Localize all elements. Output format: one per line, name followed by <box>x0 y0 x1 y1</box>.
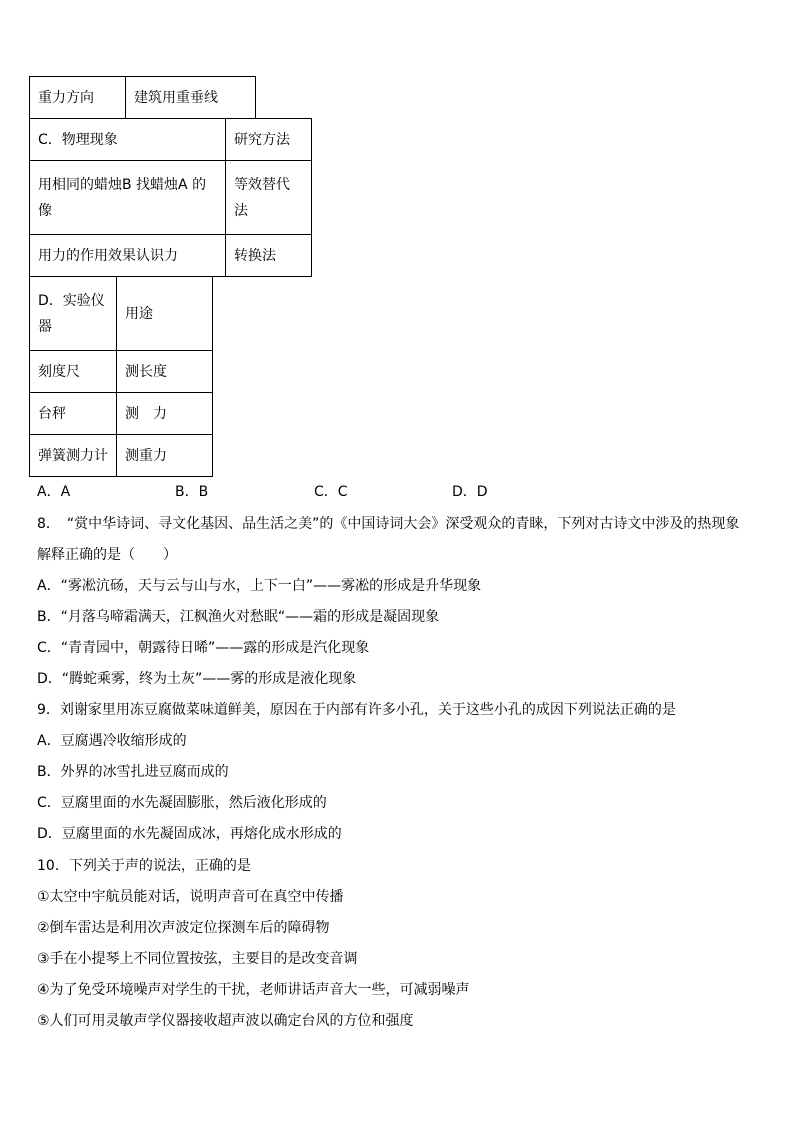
q10-item-2: ②倒车雷达是利用次声波定位探测车后的障碍物 <box>37 920 330 936</box>
q7-option-b: B．B <box>175 484 209 500</box>
table-cell: 刻度尺 <box>30 351 117 393</box>
table-cell: 用力的作用效果认识力 <box>30 235 226 277</box>
table-cell: 测长度 <box>117 351 213 393</box>
table-row <box>30 77 256 119</box>
q10-item-4: ④为了免受环境噪声对学生的干扰，老师讲话声音大一些，可减弱噪声 <box>37 982 470 998</box>
table-header-row <box>30 119 312 161</box>
table-cell: 测重力 <box>117 435 213 477</box>
table-row <box>30 393 213 435</box>
q9-stem: 9．刘谢家里用冻豆腐做菜味道鲜美，原因在于内部有许多小孔，关于这些小孔的成因下列说法正确的是 <box>37 702 676 718</box>
q8-option-b: B．“月落乌啼霜满天，江枫渔火对愁眠“——霜的形成是凝固现象 <box>37 609 440 625</box>
q8-stem-line2: 解释正确的是（ ） <box>37 547 177 563</box>
table-cell: 转换法 <box>226 235 312 277</box>
q7-option-c: C．C <box>314 484 348 500</box>
table-cell: 建筑用重垂线 <box>126 77 256 119</box>
q10-item-1: ①太空中宇航员能对话，说明声音可在真空中传播 <box>37 889 344 905</box>
table-row <box>30 161 312 235</box>
table-cell: 重力方向 <box>30 77 126 119</box>
table-b <box>29 76 256 119</box>
q10-item-5: ⑤人们可用灵敏声学仪器接收超声波以确定台风的方位和强度 <box>37 1013 414 1029</box>
table-cell: 等效替代法 <box>226 161 312 235</box>
q9-option-d: D．豆腐里面的水先凝固成冰，再熔化成水形成的 <box>37 826 342 842</box>
q9-option-b: B．外界的冰雪扎进豆腐而成的 <box>37 764 229 780</box>
table-cell: 测 力 <box>117 393 213 435</box>
q7-option-d: D．D <box>452 484 488 500</box>
table-header-row <box>30 277 213 351</box>
q9-option-a: A．豆腐遇冷收缩形成的 <box>37 733 187 749</box>
table-row <box>30 235 312 277</box>
table-header-cell: D．实验仪器 <box>30 277 117 351</box>
q8-option-c: C．“青青园中，朝露待日晞”——露的形成是汽化现象 <box>37 640 370 656</box>
table-d <box>29 276 213 477</box>
q10-stem: 10．下列关于声的说法，正确的是 <box>37 858 251 874</box>
table-header-cell: 研究方法 <box>226 119 312 161</box>
q8-option-d: D．“腾蛇乘雾，终为土灰”——雾的形成是液化现象 <box>37 671 357 687</box>
table-cell: 台秤 <box>30 393 117 435</box>
table-row <box>30 435 213 477</box>
q9-option-c: C．豆腐里面的水先凝固膨胀，然后液化形成的 <box>37 795 327 811</box>
q10-item-3: ③手在小提琴上不同位置按弦，主要目的是改变音调 <box>37 951 358 967</box>
table-cell: 弹簧测力计 <box>30 435 117 477</box>
table-c <box>29 118 312 277</box>
table-header-cell: 用途 <box>117 277 213 351</box>
table-header-cell: C．物理现象 <box>30 119 226 161</box>
table-row <box>30 351 213 393</box>
table-cell: 用相同的蜡烛B 找蜡烛A 的像 <box>30 161 226 235</box>
q8-option-a: A．“雾凇沆砀，天与云与山与水，上下一白”——雾凇的形成是升华现象 <box>37 578 482 594</box>
q8-stem-line1: 8． “赏中华诗词、寻文化基因、品生活之美”的《中国诗词大会》深受观众的青睐，下列对古诗文中涉及的热现象 <box>37 516 740 532</box>
q7-option-a: A．A <box>37 484 71 500</box>
